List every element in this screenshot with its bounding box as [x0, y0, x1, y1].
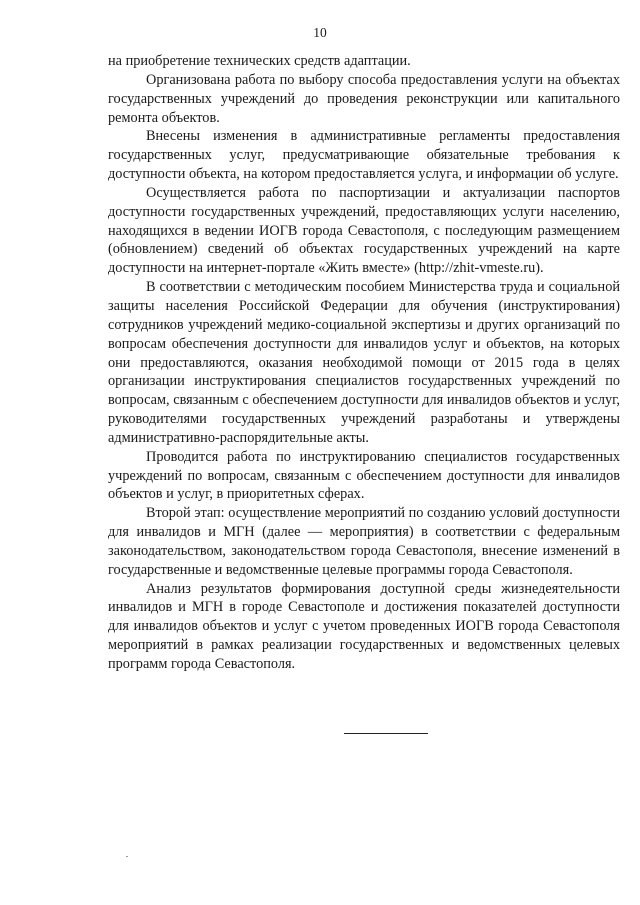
page-number: 10 [313, 25, 327, 40]
paragraph-continuation: на приобретение технических средств адаптации. [108, 53, 411, 69]
paragraph-regulations: Внесены изменения в административные регламенты предоставления государственных услуг, предусматривающие обязательные требования к доступности объекта, на котором предоставляется услуга, и информации об услуге. [108, 128, 620, 183]
document-body [108, 52, 620, 674]
paragraph-analysis: Анализ результатов формирования доступной среды жизнедеятельности инвалидов и МГН в городе Севастополе и достижения показателей доступности для инвалидов объектов и услуг с учетом проведенных ИОГВ города Севастополя мероприятий в рамках реализации государственных и ведомственных целевых программ города Севастополя. [108, 580, 620, 672]
paragraph-second-stage: Второй этап: осуществление мероприятий по созданию условий доступности для инвалидов и МГН (далее — мероприятия) в соответствии с федеральным законодательством, законодательством города Севастополя, внесение изменений в государственные и ведомственные целевые программы города Севастополя. [108, 505, 620, 578]
end-divider [344, 733, 428, 734]
paragraph-methodical-guide: В соответствии с методическим пособием Министерства труда и социальной защиты населения Российской Федерации для обучения (инструктирования) сотрудников учреждений медико-социальной экспертизы и других организаций по вопросам обеспечения доступности для инвалидов услуг и объектов, на которых они предоставляются, оказания необходимой помощи от 2015 года в целях организации инструктирования специалистов государственных учреждений по вопросам, связанным с обеспечением доступности для инвалидов объектов и услуг, руководителями государственных учреждений разработаны и утверждены административно-распорядительные акты. [108, 279, 620, 446]
paragraph-instruction: Проводится работа по инструктированию специалистов государственных учреждений по вопросам, связанным с обеспечением доступности для инвалидов объектов и услуг, в приоритетных сферах. [108, 448, 620, 503]
scan-speck [126, 856, 128, 857]
paragraph-service-method: Организована работа по выбору способа предоставления услуги на объектах государственных учреждений до проведения реконструкции или капитального ремонта объектов. [108, 71, 620, 126]
paragraph-passportization: Осуществляется работа по паспортизации и актуализации паспортов доступности государственных учреждений, предоставляющих услуги населению, находящихся в ведении ИОГВ города Севастополя, с последующим размещением (обновлением) сведений об объектах государственных учреждений на карте доступности на интернет-портале «Жить вместе» (http://zhit-vmeste.ru). [108, 184, 620, 277]
